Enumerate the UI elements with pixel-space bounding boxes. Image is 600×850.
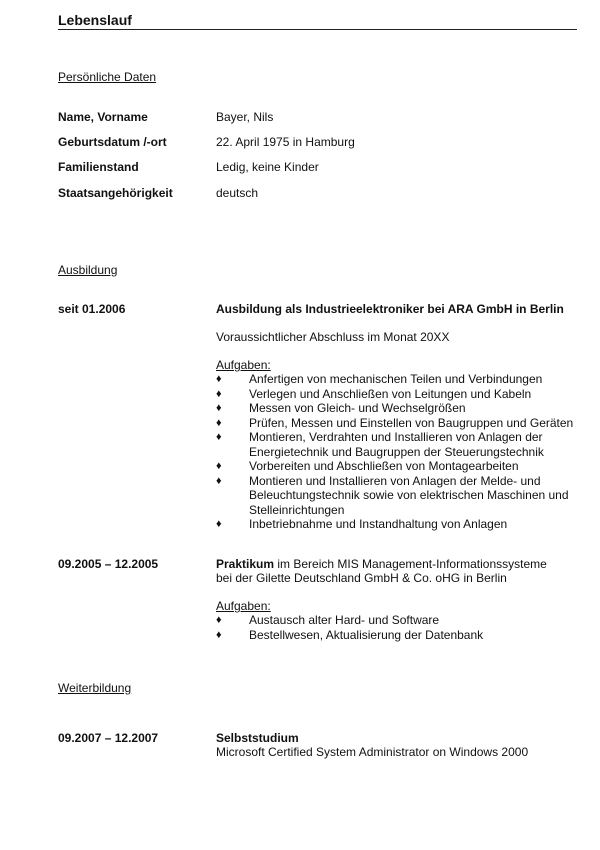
list-item: ♦ Montieren, Verdrahten und Installieren von Anlagen der Energietechnik und Baugruppen der Steuerungstechnik [216, 430, 544, 459]
further-entry-1 [216, 731, 586, 759]
education-title-1: Ausbildung als Industrieelektroniker bei ARA GmbH in Berlin [216, 302, 564, 316]
marital-status-label: Familienstand [58, 160, 139, 174]
list-item: ♦ Inbetriebnahme und Instandhaltung von Anlagen [216, 517, 508, 531]
page-title: Lebenslauf [58, 12, 132, 28]
birth-value: 22. April 1975 in Hamburg [216, 135, 355, 149]
nationality-value: deutsch [216, 186, 259, 200]
education-period-1: seit 01.2006 [58, 302, 126, 316]
education-period-2: 09.2005 – 12.2005 [58, 557, 159, 571]
diamond-bullet-icon: ♦ [216, 373, 222, 385]
tasks-label-2: Aufgaben: [216, 599, 271, 613]
name-label: Name, Vorname [58, 110, 148, 124]
task-list-1 [216, 372, 586, 532]
personal-data-heading: Persönliche Daten [58, 70, 157, 84]
diamond-bullet-icon: ♦ [216, 628, 222, 641]
diamond-bullet-icon: ♦ [216, 416, 222, 429]
diamond-bullet-icon: ♦ [216, 387, 222, 400]
list-item: ♦ Bestellwesen, Aktualisierung der Datenbank [216, 627, 484, 642]
list-item: ♦ Messen von Gleich- und Wechselgrößen [216, 401, 466, 415]
nationality-label: Staatsangehörigkeit [58, 186, 173, 200]
further-period-1: 09.2007 – 12.2007 [58, 731, 159, 745]
list-item: ♦ Prüfen, Messen und Einstellen von Baugruppen und Geräten [216, 415, 574, 430]
further-title-1: Selbststudium [216, 731, 299, 745]
further-detail-1: Microsoft Certified System Administrator on Windows 2000 [216, 745, 529, 759]
education-company-2: bei der Gilette Deutschland GmbH & Co. oHG in Berlin [216, 571, 507, 585]
list-item: ♦ Anfertigen von mechanischen Teilen und Verbindungen [216, 372, 543, 386]
education-title-2: Praktikum im Bereich MIS Management-Informationssysteme [216, 557, 547, 571]
diamond-bullet-icon: ♦ [216, 614, 222, 626]
education-entry-2 [216, 557, 586, 642]
birth-label: Geburtsdatum /-ort [58, 135, 167, 149]
list-item: ♦ Montieren und Installieren von Anlagen der Melde- und Beleuchtungstechnik sowie von elektrischen Maschinen und Stelleinrichtungen [216, 473, 569, 517]
task-list-2 [216, 613, 586, 642]
diamond-bullet-icon: ♦ [216, 460, 222, 472]
education-entry-1 [216, 302, 586, 532]
diamond-bullet-icon: ♦ [216, 474, 222, 487]
education-heading: Ausbildung [58, 263, 118, 277]
tasks-label-1: Aufgaben: [216, 358, 271, 372]
list-item: ♦ Austausch alter Hard- und Software [216, 613, 440, 627]
education-note-1: Voraussichtlicher Abschluss im Monat 20XX [216, 330, 450, 344]
list-item: ♦ Verlegen und Anschließen von Leitungen und Kabeln [216, 386, 532, 401]
name-value: Bayer, Nils [216, 110, 274, 124]
diamond-bullet-icon: ♦ [216, 431, 222, 443]
further-training-heading: Weiterbildung [58, 681, 132, 695]
list-item: ♦ Vorbereiten und Abschließen von Montagearbeiten [216, 459, 519, 473]
diamond-bullet-icon: ♦ [216, 518, 222, 530]
title-divider [58, 29, 577, 30]
marital-status-value: Ledig, keine Kinder [216, 160, 319, 174]
diamond-bullet-icon: ♦ [216, 402, 222, 414]
